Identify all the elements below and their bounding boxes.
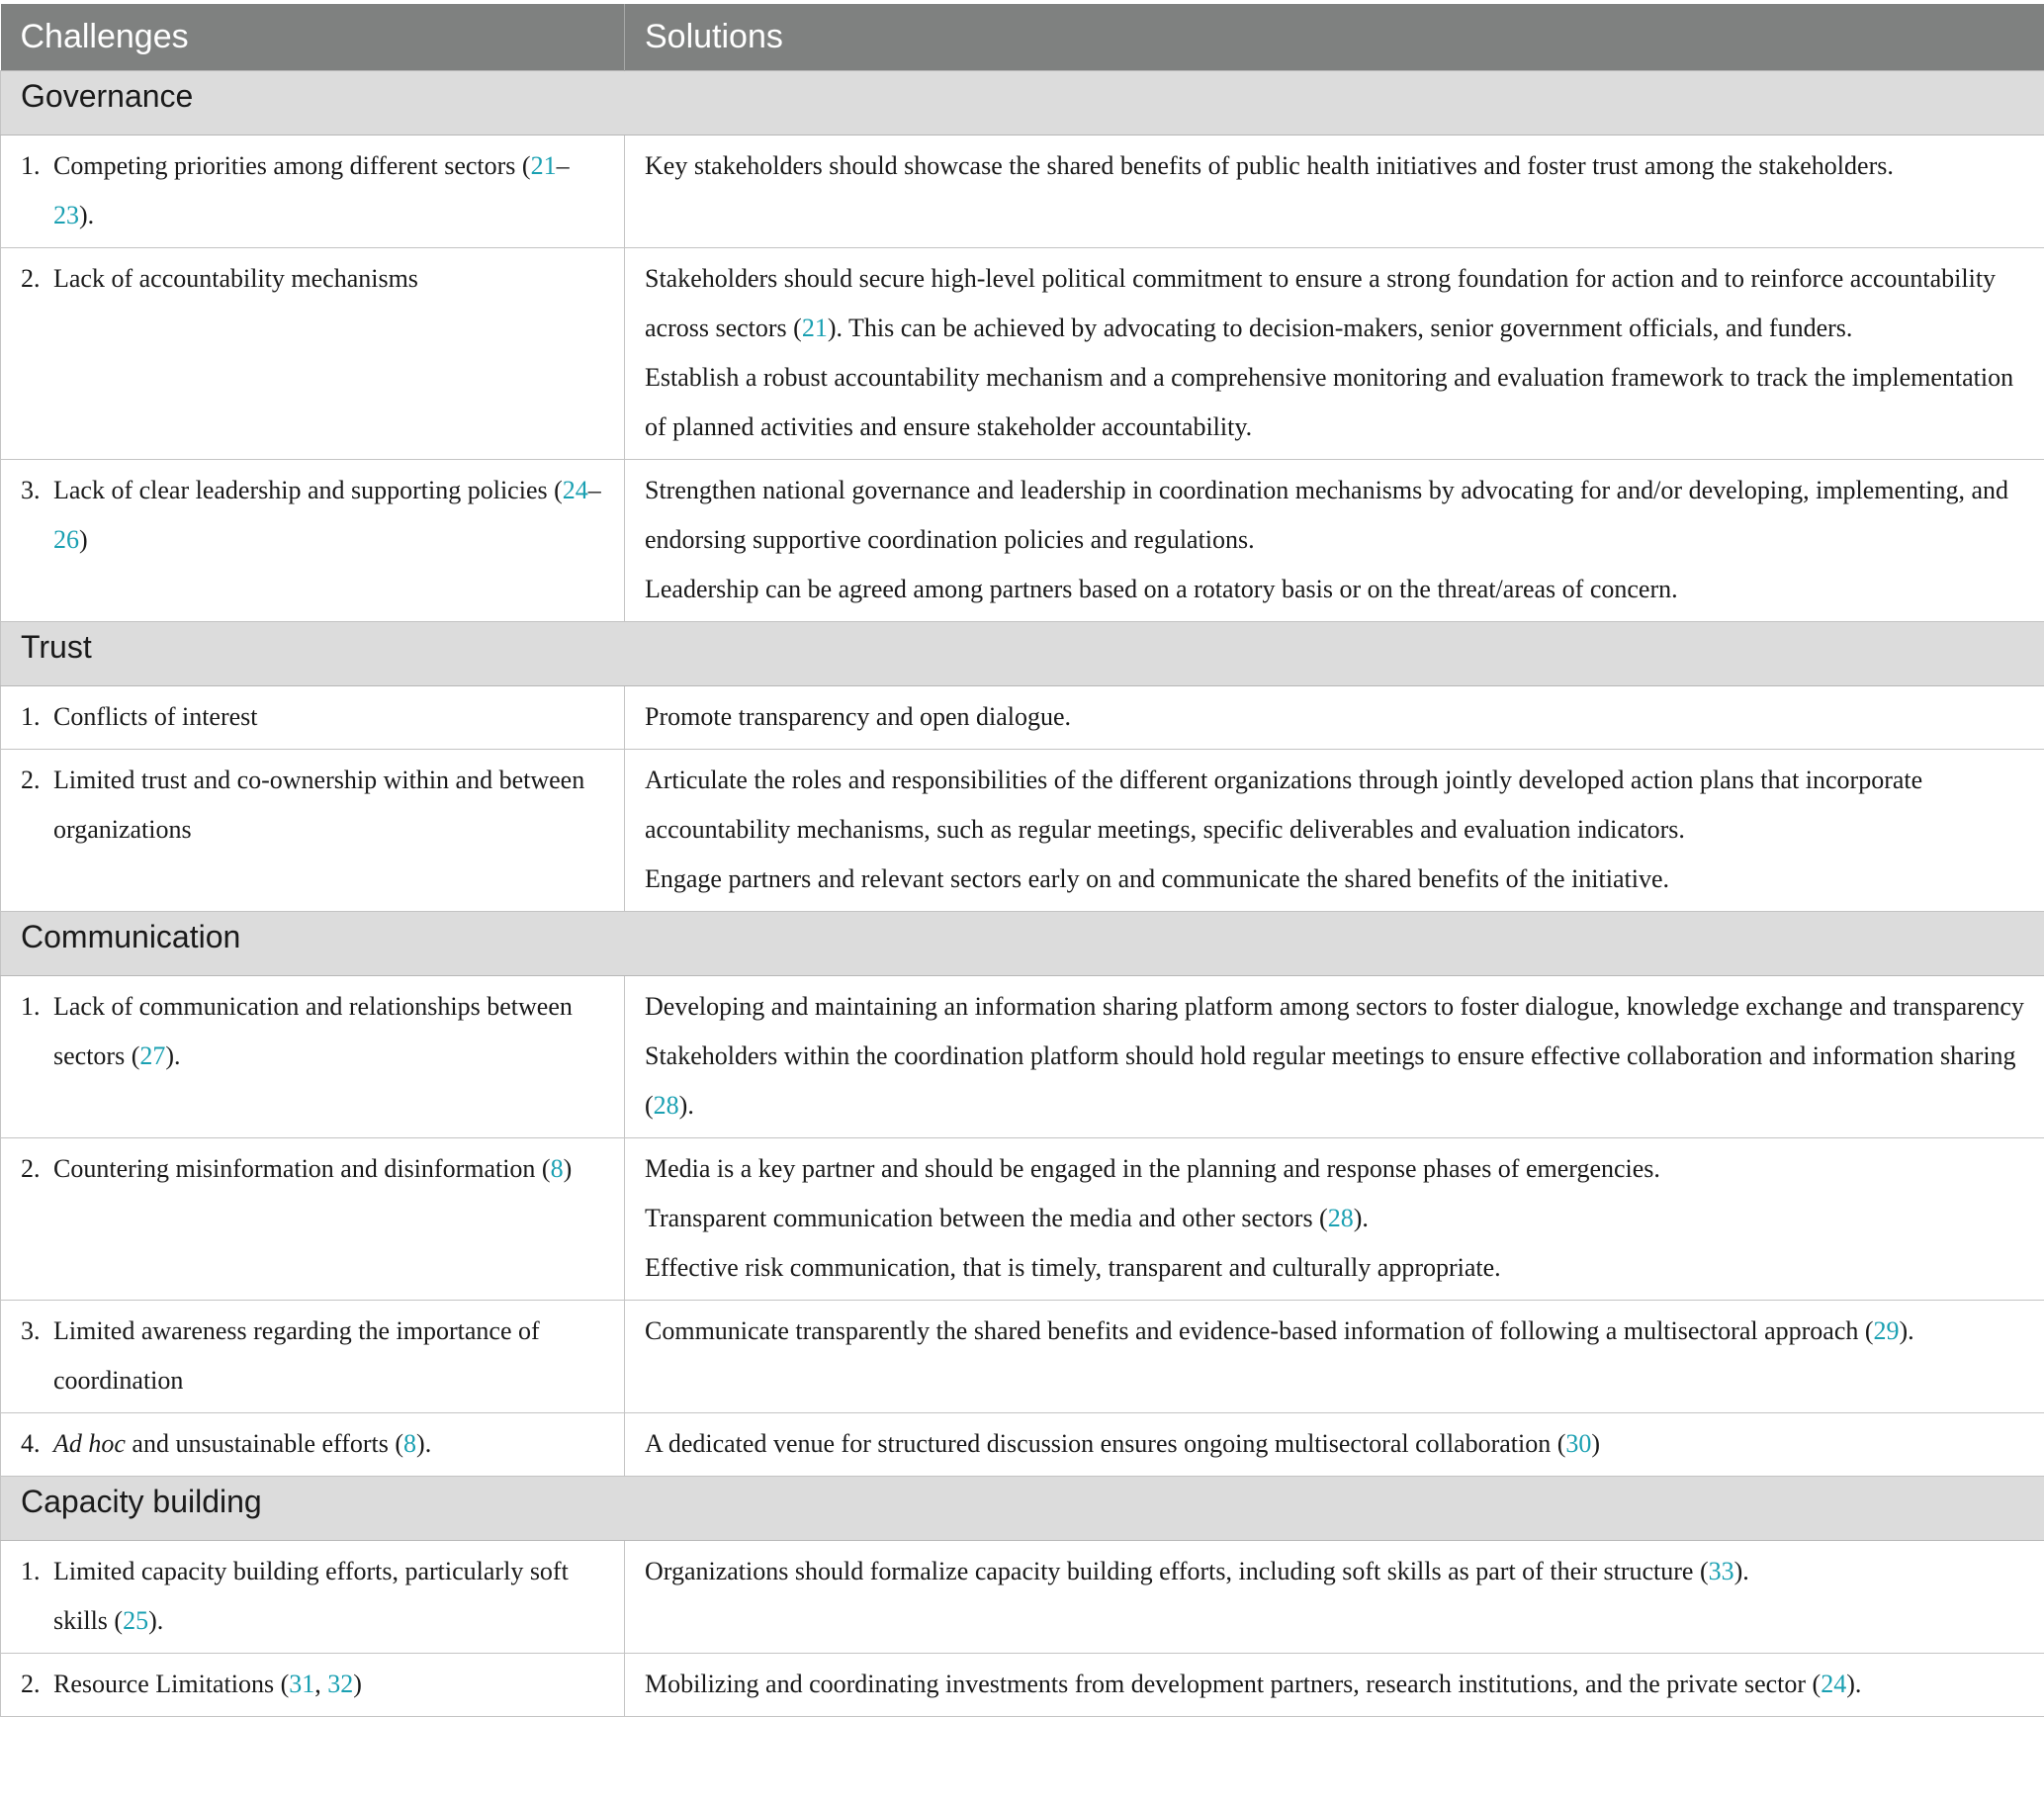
table-row <box>1 248 2044 460</box>
text-run: Limited awareness regarding the importance of coordination <box>53 1316 540 1395</box>
solution-cell <box>625 1413 2044 1477</box>
challenge-text <box>53 1660 606 1709</box>
item-number: 2. <box>21 766 41 794</box>
solution-paragraph <box>645 1194 2034 1243</box>
text-run: Competing priorities among different sectors ( <box>53 151 531 180</box>
solution-paragraph <box>645 1144 2034 1194</box>
solution-cell <box>625 1301 2044 1413</box>
text-run: Lack of accountability mechanisms <box>53 264 418 293</box>
solution-cell <box>625 686 2044 750</box>
challenge-cell <box>1 136 625 248</box>
challenge-cell <box>1 248 625 460</box>
citation-link[interactable]: 30 <box>1565 1429 1592 1458</box>
text-run: and unsustainable efforts ( <box>125 1429 404 1458</box>
citation-link[interactable]: 21 <box>530 151 557 180</box>
table-row <box>1 1654 2044 1717</box>
solution-paragraph <box>645 1032 2034 1130</box>
challenge-text <box>53 982 606 1081</box>
section-title: Capacity building <box>1 1477 2044 1541</box>
citation-link[interactable]: 24 <box>1821 1670 1847 1698</box>
header-row <box>1 4 2044 71</box>
text-run: Promote transparency and open dialogue. <box>645 702 1072 731</box>
text-run: Limited capacity building efforts, particularly soft skills ( <box>53 1557 569 1635</box>
text-run: Conflicts of interest <box>53 702 258 731</box>
solution-paragraph <box>645 1243 2034 1293</box>
challenge-item <box>21 756 606 855</box>
challenge-cell <box>1 460 625 622</box>
solution-cell <box>625 248 2044 460</box>
challenge-cell <box>1 1654 625 1717</box>
citation-link[interactable]: 28 <box>1327 1204 1354 1232</box>
challenge-item <box>21 1547 606 1646</box>
table-row <box>1 1301 2044 1413</box>
challenge-text <box>53 1547 606 1646</box>
challenge-cell <box>1 1138 625 1301</box>
text-run: Developing and maintaining an information sharing platform among sectors to foster dialogue, knowledge exchange and transparency <box>645 992 2024 1021</box>
text-run: Transparent communication between the media and other sectors ( <box>645 1204 1328 1232</box>
text-run: Stakeholders should secure high-level political commitment to ensure a strong foundation for action and to reinforce accountability across sectors ( <box>645 264 1997 342</box>
text-run: ). <box>1846 1670 1862 1698</box>
text-run: Stakeholders within the coordination platform should hold regular meetings to ensure effective collaboration and information sharing ( <box>645 1041 2016 1120</box>
challenge-item <box>21 1144 606 1194</box>
item-number: 1. <box>21 151 41 180</box>
solution-cell <box>625 1654 2044 1717</box>
item-number: 4. <box>21 1429 41 1458</box>
text-run: Articulate the roles and responsibilities of the different organizations through jointly developed action plans that incorporate accountability mechanisms, such as regular meetings, specific deliverables and evaluation indicators. <box>645 766 1923 844</box>
table-row <box>1 1541 2044 1654</box>
section-title: Communication <box>1 912 2044 976</box>
text-run: Effective risk communication, that is timely, transparent and culturally appropriate. <box>645 1253 1501 1282</box>
item-number: 3. <box>21 1316 41 1345</box>
challenge-text <box>53 692 606 742</box>
table-row <box>1 460 2044 622</box>
solution-paragraph <box>645 1660 2034 1709</box>
challenge-item <box>21 466 606 565</box>
citation-link[interactable]: 8 <box>403 1429 417 1458</box>
section-title: Trust <box>1 622 2044 686</box>
text-run: Organizations should formalize capacity building efforts, including soft skills as part of their structure ( <box>645 1557 1709 1585</box>
text-run: Lack of clear leadership and supporting policies ( <box>53 476 563 504</box>
citation-link[interactable]: 21 <box>801 314 828 342</box>
solution-paragraph <box>645 141 2034 191</box>
section-row-capacity-building <box>1 1477 2044 1541</box>
text-run: ) <box>1591 1429 1601 1458</box>
solution-paragraph <box>645 855 2034 904</box>
solution-paragraph <box>645 353 2034 452</box>
table-row <box>1 686 2044 750</box>
challenge-item <box>21 1660 606 1709</box>
text-run: ) <box>353 1670 362 1698</box>
solution-cell <box>625 976 2044 1138</box>
text-run: Strengthen national governance and leadership in coordination mechanisms by advocating for and/or developing, implementing, and endorsing supportive coordination policies and regulations. <box>645 476 2009 554</box>
challenge-text <box>53 466 606 565</box>
text-run: ). <box>165 1041 181 1070</box>
text-run: Resource Limitations ( <box>53 1670 290 1698</box>
text-run: ). <box>1353 1204 1369 1232</box>
citation-link[interactable]: 27 <box>139 1041 166 1070</box>
text-run: Key stakeholders should showcase the shared benefits of public health initiatives and foster trust among the stakeholders. <box>645 151 1894 180</box>
solution-paragraph <box>645 254 2034 353</box>
text-run: ). <box>79 201 95 229</box>
solution-cell <box>625 136 2044 248</box>
section-row-communication <box>1 912 2044 976</box>
challenge-text <box>53 1144 606 1194</box>
text-run: Media is a key partner and should be engaged in the planning and response phases of emergencies. <box>645 1154 1660 1183</box>
header-solutions: Solutions <box>625 4 2044 71</box>
text-run: A dedicated venue for structured discussion ensures ongoing multisectoral collaboration ( <box>645 1429 1566 1458</box>
text-run: ). This can be achieved by advocating to decision-makers, senior government officials, and funders. <box>827 314 1853 342</box>
solution-paragraph <box>645 692 2034 742</box>
section-title: Governance <box>1 71 2044 136</box>
citation-link[interactable]: 31 <box>289 1670 315 1698</box>
solution-paragraph <box>645 756 2034 855</box>
text-run: – <box>587 476 601 504</box>
challenge-text <box>53 1307 606 1405</box>
table-row <box>1 136 2044 248</box>
text-run: ) <box>563 1154 573 1183</box>
challenge-text <box>53 141 606 240</box>
item-number: 1. <box>21 1557 41 1585</box>
challenge-item <box>21 1419 606 1469</box>
solution-cell <box>625 1541 2044 1654</box>
citation-link[interactable]: 32 <box>327 1670 354 1698</box>
solution-paragraph <box>645 565 2034 614</box>
item-number: 1. <box>21 992 41 1021</box>
text-run: ). <box>148 1606 164 1635</box>
challenge-text <box>53 756 606 855</box>
table-row <box>1 976 2044 1138</box>
challenge-item <box>21 254 606 304</box>
citation-link[interactable]: 33 <box>1708 1557 1734 1585</box>
challenge-cell <box>1 1301 625 1413</box>
text-run: Communicate transparently the shared benefits and evidence-based information of following a multisectoral approach ( <box>645 1316 1874 1345</box>
text-run: Leadership can be agreed among partners based on a rotatory basis or on the threat/areas of concern. <box>645 575 1678 603</box>
challenge-item <box>21 141 606 240</box>
text-run: Limited trust and co-ownership within and between organizations <box>53 766 585 844</box>
table-row <box>1 750 2044 912</box>
citation-link[interactable]: 24 <box>562 476 588 504</box>
solution-paragraph <box>645 1547 2034 1596</box>
table-row <box>1 1413 2044 1477</box>
challenge-item <box>21 692 606 742</box>
item-number: 2. <box>21 1670 41 1698</box>
challenges-solutions-table <box>0 4 2044 1717</box>
challenge-cell <box>1 750 625 912</box>
challenge-item <box>21 982 606 1081</box>
challenge-cell <box>1 1413 625 1477</box>
citation-link[interactable]: 29 <box>1873 1316 1900 1345</box>
solution-cell <box>625 1138 2044 1301</box>
text-run: ). <box>1899 1316 1914 1345</box>
italic-text: Ad hoc <box>53 1429 126 1458</box>
solution-cell <box>625 460 2044 622</box>
header-challenges: Challenges <box>1 4 625 71</box>
challenge-item <box>21 1307 606 1405</box>
challenge-cell <box>1 976 625 1138</box>
citation-link[interactable]: 25 <box>123 1606 149 1635</box>
solution-paragraph <box>645 982 2034 1032</box>
item-number: 3. <box>21 476 41 504</box>
citation-link[interactable]: 28 <box>653 1091 679 1120</box>
text-run: Establish a robust accountability mechanism and a comprehensive monitoring and evaluation framework to track the implementation of planned activities and ensure stakeholder accountability. <box>645 363 2014 441</box>
challenge-cell <box>1 686 625 750</box>
text-run: ) <box>79 525 88 554</box>
text-run: Mobilizing and coordinating investments from development partners, research institutions, and the private sector ( <box>645 1670 1822 1698</box>
item-number: 1. <box>21 702 41 731</box>
solution-paragraph <box>645 466 2034 565</box>
text-run: – <box>556 151 570 180</box>
table-row <box>1 1138 2044 1301</box>
item-number: 2. <box>21 264 41 293</box>
text-run: Engage partners and relevant sectors early on and communicate the shared benefits of the initiative. <box>645 864 1669 893</box>
text-run: , <box>314 1670 328 1698</box>
solution-paragraph <box>645 1307 2034 1356</box>
citation-link[interactable]: 8 <box>550 1154 564 1183</box>
citation-link[interactable]: 26 <box>53 525 79 554</box>
text-run: ). <box>1733 1557 1749 1585</box>
table-body <box>1 71 2044 1717</box>
challenge-cell <box>1 1541 625 1654</box>
item-number: 2. <box>21 1154 41 1183</box>
citation-link[interactable]: 23 <box>53 201 79 229</box>
text-run: Lack of communication and relationships between sectors ( <box>53 992 573 1070</box>
section-row-trust <box>1 622 2044 686</box>
text-run: ). <box>678 1091 694 1120</box>
challenge-text <box>53 254 606 304</box>
text-run: Countering misinformation and disinformation ( <box>53 1154 551 1183</box>
text-run: ). <box>416 1429 432 1458</box>
challenge-text <box>53 1419 606 1469</box>
solution-cell <box>625 750 2044 912</box>
section-row-governance <box>1 71 2044 136</box>
solution-paragraph <box>645 1419 2034 1469</box>
